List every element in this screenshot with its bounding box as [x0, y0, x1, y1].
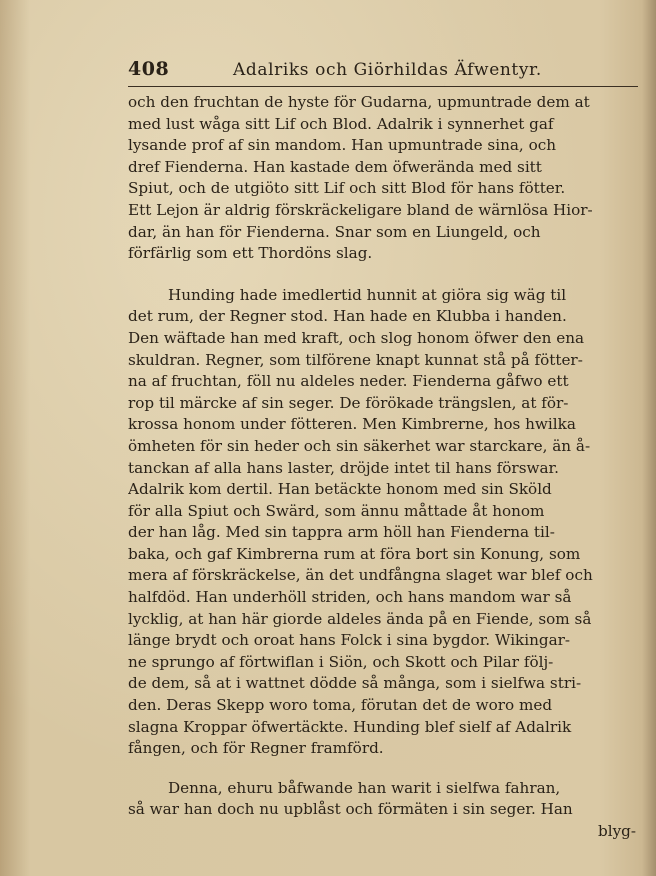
text-line: der han låg. Med sin tappra arm höll han Fienderna til- — [128, 523, 555, 542]
text-line: na af fruchtan, föll nu aldeles neder. Fienderna gåfwo ett — [128, 372, 569, 391]
text-line: dar, än han för Fienderna. Snar som en Liungeld, och — [128, 222, 541, 241]
text-line: krossa honom under fötteren. Men Kimbrerne, hos hwilka — [128, 415, 576, 434]
page-number: 408 — [128, 58, 170, 80]
text-line: Denna, ehuru båfwande han warit i sielfwa fahran, — [168, 778, 561, 797]
text-line: ne sprungo af förtwiflan i Siön, och Skott och Pilar följ- — [128, 652, 554, 671]
text-line: så war han doch nu upblåst och förmäten i sin seger. Han — [128, 800, 573, 819]
text-line: fången, och för Regner framförd. — [128, 739, 384, 758]
paragraph-3 — [128, 778, 640, 821]
running-title: Adalriks och Giörhildas Äfwentyr. — [233, 60, 542, 80]
text-line: länge brydt och oroat hans Folck i sina bygdor. Wikingar- — [128, 631, 571, 650]
text-line: rop til märcke af sin seger. De förökade trängslen, at för- — [128, 393, 569, 412]
text-line: för alla Spiut och Swärd, som ännu måttade åt honom — [128, 501, 545, 520]
text-line: Hunding hade imedlertid hunnit at giöra sig wäg til — [168, 285, 567, 304]
text-line: och den fruchtan de hyste för Gudarna, upmuntrade dem at — [128, 93, 590, 111]
text-line: mera af förskräckelse, än det undfångna slaget war blef och — [128, 566, 593, 585]
catchword: blyg- — [597, 822, 636, 840]
text-line: det rum, der Regner stod. Han hade en Klubba i handen. — [128, 307, 567, 326]
text-line: med lust wåga sitt Lif och Blod. Adalrik i synnerhet gaf — [128, 114, 554, 133]
text-line: förfärlig som ett Thordöns slag. — [128, 244, 373, 263]
text-line: halfdöd. Han underhöll striden, och hans mandom war så — [128, 588, 572, 607]
paragraph-spacer — [128, 760, 640, 778]
page-header — [128, 56, 638, 87]
page-body — [128, 92, 640, 843]
text-line: slagna Kroppar öfwertäckte. Hunding blef sielf af Adalrik — [128, 717, 572, 736]
text-line: tanckan af alla hans laster, dröjde intet til hans förswar. — [128, 458, 559, 477]
text-line: baka, och gaf Kimbrerna rum at föra bort sin Konung, som — [128, 544, 581, 563]
text-line: dref Fienderna. Han kastade dem öfwerända med sitt — [128, 157, 542, 176]
text-line: lysande prof af sin mandom. Han upmuntrade sina, och — [128, 136, 557, 155]
text-line: de dem, så at i wattnet dödde så många, som i sielfwa stri- — [128, 674, 582, 693]
paragraph-2 — [128, 285, 640, 760]
text-line: Ett Lejon är aldrig förskräckeligare bland de wärnlösa Hior- — [128, 200, 593, 219]
text-line: lycklig, at han här giorde aldeles ända på en Fiende, som så — [128, 609, 592, 628]
text-line: Adalrik kom dertil. Han betäckte honom med sin Sköld — [128, 480, 552, 499]
text-line: ömheten för sin heder och sin säkerhet war starckare, än å- — [128, 436, 591, 455]
paragraph-1 — [128, 92, 640, 265]
text-line: Den wäftade han med kraft, och slog honom öfwer den ena — [128, 328, 585, 347]
text-line: Spiut, och de utgiöto sitt Lif och sitt Blod för hans fötter. — [128, 179, 566, 198]
paragraph-spacer — [128, 265, 640, 285]
page-edge-shadow — [642, 0, 656, 876]
text-line: den. Deras Skepp woro toma, förutan det de woro med — [128, 696, 553, 715]
text-line: skuldran. Regner, som tilförene knapt kunnat stå på fötter- — [128, 350, 583, 369]
